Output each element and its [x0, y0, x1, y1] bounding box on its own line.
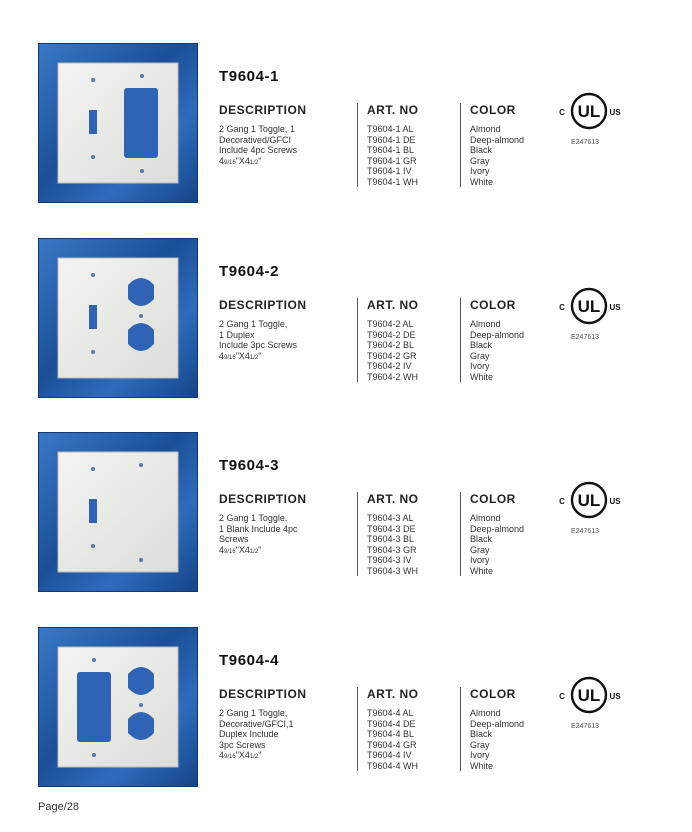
- art-no-item: T9604-1 DE: [367, 134, 416, 145]
- color-item: Gray: [470, 155, 490, 166]
- art-no-header: ART. NO: [367, 687, 419, 701]
- svg-text:C: C: [559, 692, 565, 701]
- description-text: 2 Gang 1 Toggle, 1 Blank Include 4pc Screws 49/16"X41/2": [219, 513, 344, 557]
- svg-text:US: US: [609, 108, 621, 117]
- color-item: Black: [470, 145, 493, 156]
- color-item: Ivory: [470, 555, 490, 566]
- art-no-item: T9604-2 IV: [367, 361, 412, 372]
- color-item: Deep-almond: [470, 718, 525, 729]
- svg-text:C: C: [559, 108, 565, 117]
- color-item: Black: [470, 729, 493, 740]
- svg-text:UL: UL: [577, 491, 601, 510]
- ul-certification-icon: [556, 286, 622, 326]
- description-header: DESCRIPTION: [219, 492, 307, 506]
- color-item: Almond: [470, 513, 501, 523]
- color-item: Gray: [470, 739, 490, 750]
- color-header: COLOR: [470, 687, 516, 701]
- dimensions: 49/16"X41/2": [219, 350, 262, 361]
- dimensions: 49/16"X41/2": [219, 544, 262, 555]
- product-image: [38, 627, 198, 787]
- color-item: White: [470, 565, 494, 576]
- color-item: Ivory: [470, 166, 490, 177]
- product-title: T9604-1: [219, 68, 280, 85]
- color-header: COLOR: [470, 298, 516, 312]
- art-no-item: T9604-2 BL: [367, 340, 415, 351]
- art-no-header: ART. NO: [367, 492, 419, 506]
- art-no-item: T9604-4 IV: [367, 750, 412, 761]
- svg-text:US: US: [609, 497, 621, 506]
- description-text: 2 Gang 1 Toggle, 1 Duplex Include 3pc Screws 49/16"X41/2": [219, 319, 344, 363]
- color-item: White: [470, 176, 494, 187]
- color-header: COLOR: [470, 103, 516, 117]
- color-list: [470, 513, 524, 577]
- ul-certificate-number: E247613: [571, 528, 600, 535]
- art-no-item: T9604-1 WH: [367, 176, 419, 187]
- svg-text:C: C: [559, 303, 565, 312]
- svg-text:UL: UL: [577, 297, 601, 316]
- color-item: Gray: [470, 544, 490, 555]
- column-divider: [460, 298, 461, 382]
- color-item: White: [470, 371, 494, 382]
- svg-text:US: US: [609, 303, 621, 312]
- art-no-item: T9604-3 IV: [367, 555, 412, 566]
- art-no-header: ART. NO: [367, 298, 419, 312]
- art-no-list: [367, 319, 418, 383]
- column-divider: [460, 492, 461, 576]
- svg-text:US: US: [609, 692, 621, 701]
- color-item: Deep-almond: [470, 523, 525, 534]
- color-item: Ivory: [470, 750, 490, 761]
- ul-certification-icon: [556, 480, 622, 520]
- art-no-item: T9604-4 DE: [367, 718, 416, 729]
- color-list: [470, 124, 524, 188]
- color-list: [470, 319, 524, 383]
- product-image: [38, 238, 198, 398]
- art-no-item: T9604-4 AL: [367, 708, 414, 718]
- wall-plate-toggle-blank-graphic: [38, 432, 198, 592]
- art-no-header: ART. NO: [367, 103, 419, 117]
- art-no-item: T9604-4 WH: [367, 760, 419, 771]
- wall-plate-toggle-duplex-graphic: [38, 238, 198, 398]
- art-no-item: T9604-2 GR: [367, 350, 417, 361]
- ul-certification-icon: [556, 91, 622, 131]
- product-block: [0, 238, 692, 403]
- art-no-item: T9604-3 WH: [367, 565, 419, 576]
- art-no-item: T9604-3 AL: [367, 513, 414, 523]
- color-item: Almond: [470, 319, 501, 329]
- column-divider: [460, 103, 461, 187]
- art-no-item: T9604-3 BL: [367, 534, 415, 545]
- art-no-item: T9604-1 GR: [367, 155, 417, 166]
- product-block: [0, 43, 692, 208]
- svg-text:UL: UL: [577, 686, 601, 705]
- ul-certificate-number: E247613: [571, 723, 600, 730]
- product-title: T9604-2: [219, 263, 280, 280]
- product-title: T9604-4: [219, 652, 280, 669]
- art-no-item: T9604-2 DE: [367, 329, 416, 340]
- art-no-item: T9604-2 WH: [367, 371, 419, 382]
- color-header: COLOR: [470, 492, 516, 506]
- product-block: [0, 627, 692, 792]
- art-no-item: T9604-3 DE: [367, 523, 416, 534]
- color-item: Almond: [470, 124, 501, 134]
- art-no-item: T9604-1 AL: [367, 124, 414, 134]
- description-text: 2 Gang 1 Toggle, 1 Decoratived/GFCI Include 4pc Screws 49/16"X41/2": [219, 124, 344, 168]
- art-no-item: T9604-4 GR: [367, 739, 417, 750]
- art-no-item: T9604-4 BL: [367, 729, 415, 740]
- page-number: Page/28: [38, 801, 79, 813]
- art-no-item: T9604-3 GR: [367, 544, 417, 555]
- color-list: [470, 708, 524, 772]
- column-divider: [357, 492, 358, 576]
- art-no-item: T9604-1 BL: [367, 145, 415, 156]
- description-text: 2 Gang 1 Toggle, Decorative/GFCI,1 Duplex Include 3pc Screws 49/16"X41/2": [219, 708, 344, 763]
- column-divider: [357, 687, 358, 771]
- description-header: DESCRIPTION: [219, 298, 307, 312]
- art-no-list: [367, 708, 418, 772]
- ul-certificate-number: E247613: [571, 334, 600, 341]
- description-header: DESCRIPTION: [219, 103, 307, 117]
- column-divider: [357, 103, 358, 187]
- color-item: Black: [470, 534, 493, 545]
- art-no-item: T9604-2 AL: [367, 319, 414, 329]
- svg-text:C: C: [559, 497, 565, 506]
- art-no-item: T9604-1 IV: [367, 166, 412, 177]
- product-block: [0, 432, 692, 597]
- color-item: Ivory: [470, 361, 490, 372]
- color-item: White: [470, 760, 494, 771]
- column-divider: [357, 298, 358, 382]
- description-header: DESCRIPTION: [219, 687, 307, 701]
- wall-plate-toggle-decorator-graphic: [38, 43, 198, 203]
- dimensions: 49/16"X41/2": [219, 155, 262, 166]
- art-no-list: [367, 513, 418, 577]
- product-title: T9604-3: [219, 457, 280, 474]
- color-item: Almond: [470, 708, 501, 718]
- color-item: Gray: [470, 350, 490, 361]
- product-image: [38, 43, 198, 203]
- color-item: Deep-almond: [470, 329, 525, 340]
- wall-plate-decorator-duplex-graphic: [38, 627, 198, 787]
- dimensions: 49/16"X41/2": [219, 750, 262, 761]
- color-item: Deep-almond: [470, 134, 525, 145]
- column-divider: [460, 687, 461, 771]
- ul-certification-icon: [556, 675, 622, 715]
- svg-text:UL: UL: [577, 102, 601, 121]
- color-item: Black: [470, 340, 493, 351]
- ul-certificate-number: E247613: [571, 139, 600, 146]
- art-no-list: [367, 124, 418, 188]
- product-image: [38, 432, 198, 592]
